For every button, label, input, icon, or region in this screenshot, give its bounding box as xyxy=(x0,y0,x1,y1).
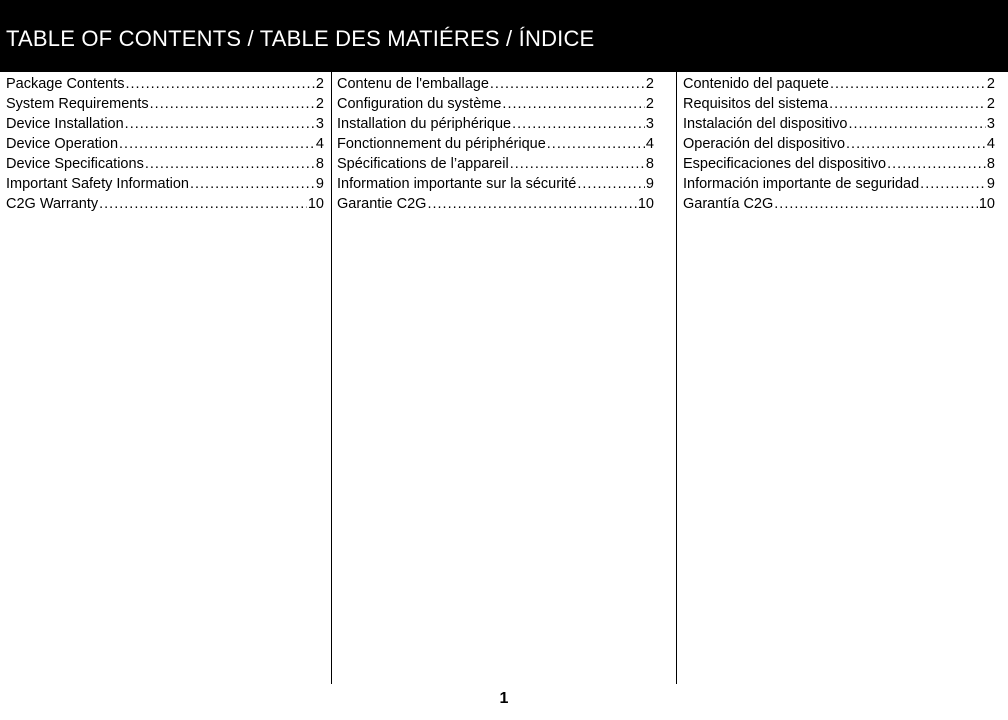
toc-leader-dots xyxy=(547,134,645,154)
toc-list xyxy=(337,72,654,214)
toc-item-page: 10 xyxy=(978,196,995,212)
toc-leader-dots xyxy=(126,74,315,94)
toc-item-label: Especificaciones del dispositivo xyxy=(683,156,887,172)
toc-item-page: 2 xyxy=(986,76,995,92)
toc-leader-dots xyxy=(848,114,985,134)
toc-leader-dots xyxy=(510,154,645,174)
toc-column-spanish xyxy=(683,72,995,684)
toc-item[interactable] xyxy=(337,94,654,114)
toc-item[interactable] xyxy=(6,134,324,154)
toc-list xyxy=(6,72,324,214)
toc-item[interactable] xyxy=(337,114,654,134)
toc-leader-dots xyxy=(577,174,645,194)
toc-item[interactable] xyxy=(683,94,995,114)
toc-item-label: Configuration du système xyxy=(337,96,502,112)
toc-item-page: 4 xyxy=(645,136,654,152)
toc-leader-dots xyxy=(887,154,986,174)
toc-item[interactable] xyxy=(337,74,654,94)
page-number: 1 xyxy=(499,690,509,707)
toc-item-page: 2 xyxy=(645,96,654,112)
toc-leader-dots xyxy=(190,174,315,194)
toc-item-page: 2 xyxy=(315,96,324,112)
toc-item-label: Device Operation xyxy=(6,136,119,152)
toc-item-page: 8 xyxy=(315,156,324,172)
toc-item-page: 2 xyxy=(645,76,654,92)
toc-leader-dots xyxy=(119,134,315,154)
toc-item-label: Información importante de seguridad xyxy=(683,176,920,192)
toc-item-page: 9 xyxy=(986,176,995,192)
toc-item-label: Installation du périphérique xyxy=(337,116,512,132)
toc-item-label: Important Safety Information xyxy=(6,176,189,192)
toc-item-page: 3 xyxy=(645,116,654,132)
toc-item[interactable] xyxy=(683,74,995,94)
toc-item-page: 3 xyxy=(986,116,995,132)
toc-item[interactable] xyxy=(6,114,324,134)
toc-item-label: Device Installation xyxy=(6,116,124,132)
toc-item-label: System Requirements xyxy=(6,96,149,112)
toc-leader-dots xyxy=(830,74,986,94)
toc-item[interactable] xyxy=(337,154,654,174)
toc-item-label: Operación del dispositivo xyxy=(683,136,846,152)
page-title: TABLE OF CONTENTS / TABLE DES MATIÉRES / ÍNDICE xyxy=(6,26,595,51)
toc-item-label: Device Specifications xyxy=(6,156,144,172)
toc-leader-dots xyxy=(150,94,315,114)
toc-item-label: Contenu de l'emballage xyxy=(337,76,489,92)
toc-item[interactable] xyxy=(683,174,995,194)
toc-leader-dots xyxy=(512,114,645,134)
toc-item-page: 9 xyxy=(645,176,654,192)
toc-item[interactable] xyxy=(683,154,995,174)
toc-item[interactable] xyxy=(6,154,324,174)
toc-item-page: 9 xyxy=(315,176,324,192)
toc-item[interactable] xyxy=(683,134,995,154)
toc-item-label: C2G Warranty xyxy=(6,196,99,212)
toc-list xyxy=(683,72,995,214)
toc-item-label: Information importante sur la sécurité xyxy=(337,176,577,192)
toc-item-label: Contenido del paquete xyxy=(683,76,829,92)
toc-column-french xyxy=(337,72,654,684)
toc-item-page: 8 xyxy=(645,156,654,172)
toc-item-page: 4 xyxy=(315,136,324,152)
toc-leader-dots xyxy=(125,114,315,134)
toc-leader-dots xyxy=(774,194,978,214)
toc-leader-dots xyxy=(502,94,645,114)
header-bar xyxy=(0,0,1008,72)
toc-leader-dots xyxy=(920,174,986,194)
toc-item[interactable] xyxy=(337,134,654,154)
toc-item-label: Instalación del dispositivo xyxy=(683,116,848,132)
toc-item-page: 4 xyxy=(986,136,995,152)
toc-leader-dots xyxy=(846,134,986,154)
toc-item[interactable] xyxy=(6,194,324,214)
toc-leader-dots xyxy=(145,154,315,174)
toc-item-page: 3 xyxy=(315,116,324,132)
toc-item-label: Requisitos del sistema xyxy=(683,96,829,112)
toc-leader-dots xyxy=(427,194,636,214)
toc-item[interactable] xyxy=(337,174,654,194)
toc-item-page: 8 xyxy=(986,156,995,172)
toc-item-label: Garantía C2G xyxy=(683,196,774,212)
toc-item-page: 10 xyxy=(637,196,654,212)
column-divider xyxy=(676,72,677,684)
toc-item-label: Fonctionnement du périphérique xyxy=(337,136,546,152)
toc-item-page: 2 xyxy=(315,76,324,92)
toc-leader-dots xyxy=(490,74,645,94)
toc-column-english xyxy=(6,72,324,684)
toc-leader-dots xyxy=(829,94,986,114)
column-divider xyxy=(331,72,332,684)
toc-item-page: 2 xyxy=(986,96,995,112)
toc-item[interactable] xyxy=(6,94,324,114)
toc-item[interactable] xyxy=(6,74,324,94)
toc-leader-dots xyxy=(99,194,307,214)
toc-item[interactable] xyxy=(683,194,995,214)
toc-item-label: Spécifications de l’appareil xyxy=(337,156,509,172)
toc-item[interactable] xyxy=(683,114,995,134)
toc-item-label: Garantie C2G xyxy=(337,196,427,212)
toc-item[interactable] xyxy=(337,194,654,214)
toc-item-page: 10 xyxy=(307,196,324,212)
toc-item-label: Package Contents xyxy=(6,76,125,92)
toc-item[interactable] xyxy=(6,174,324,194)
